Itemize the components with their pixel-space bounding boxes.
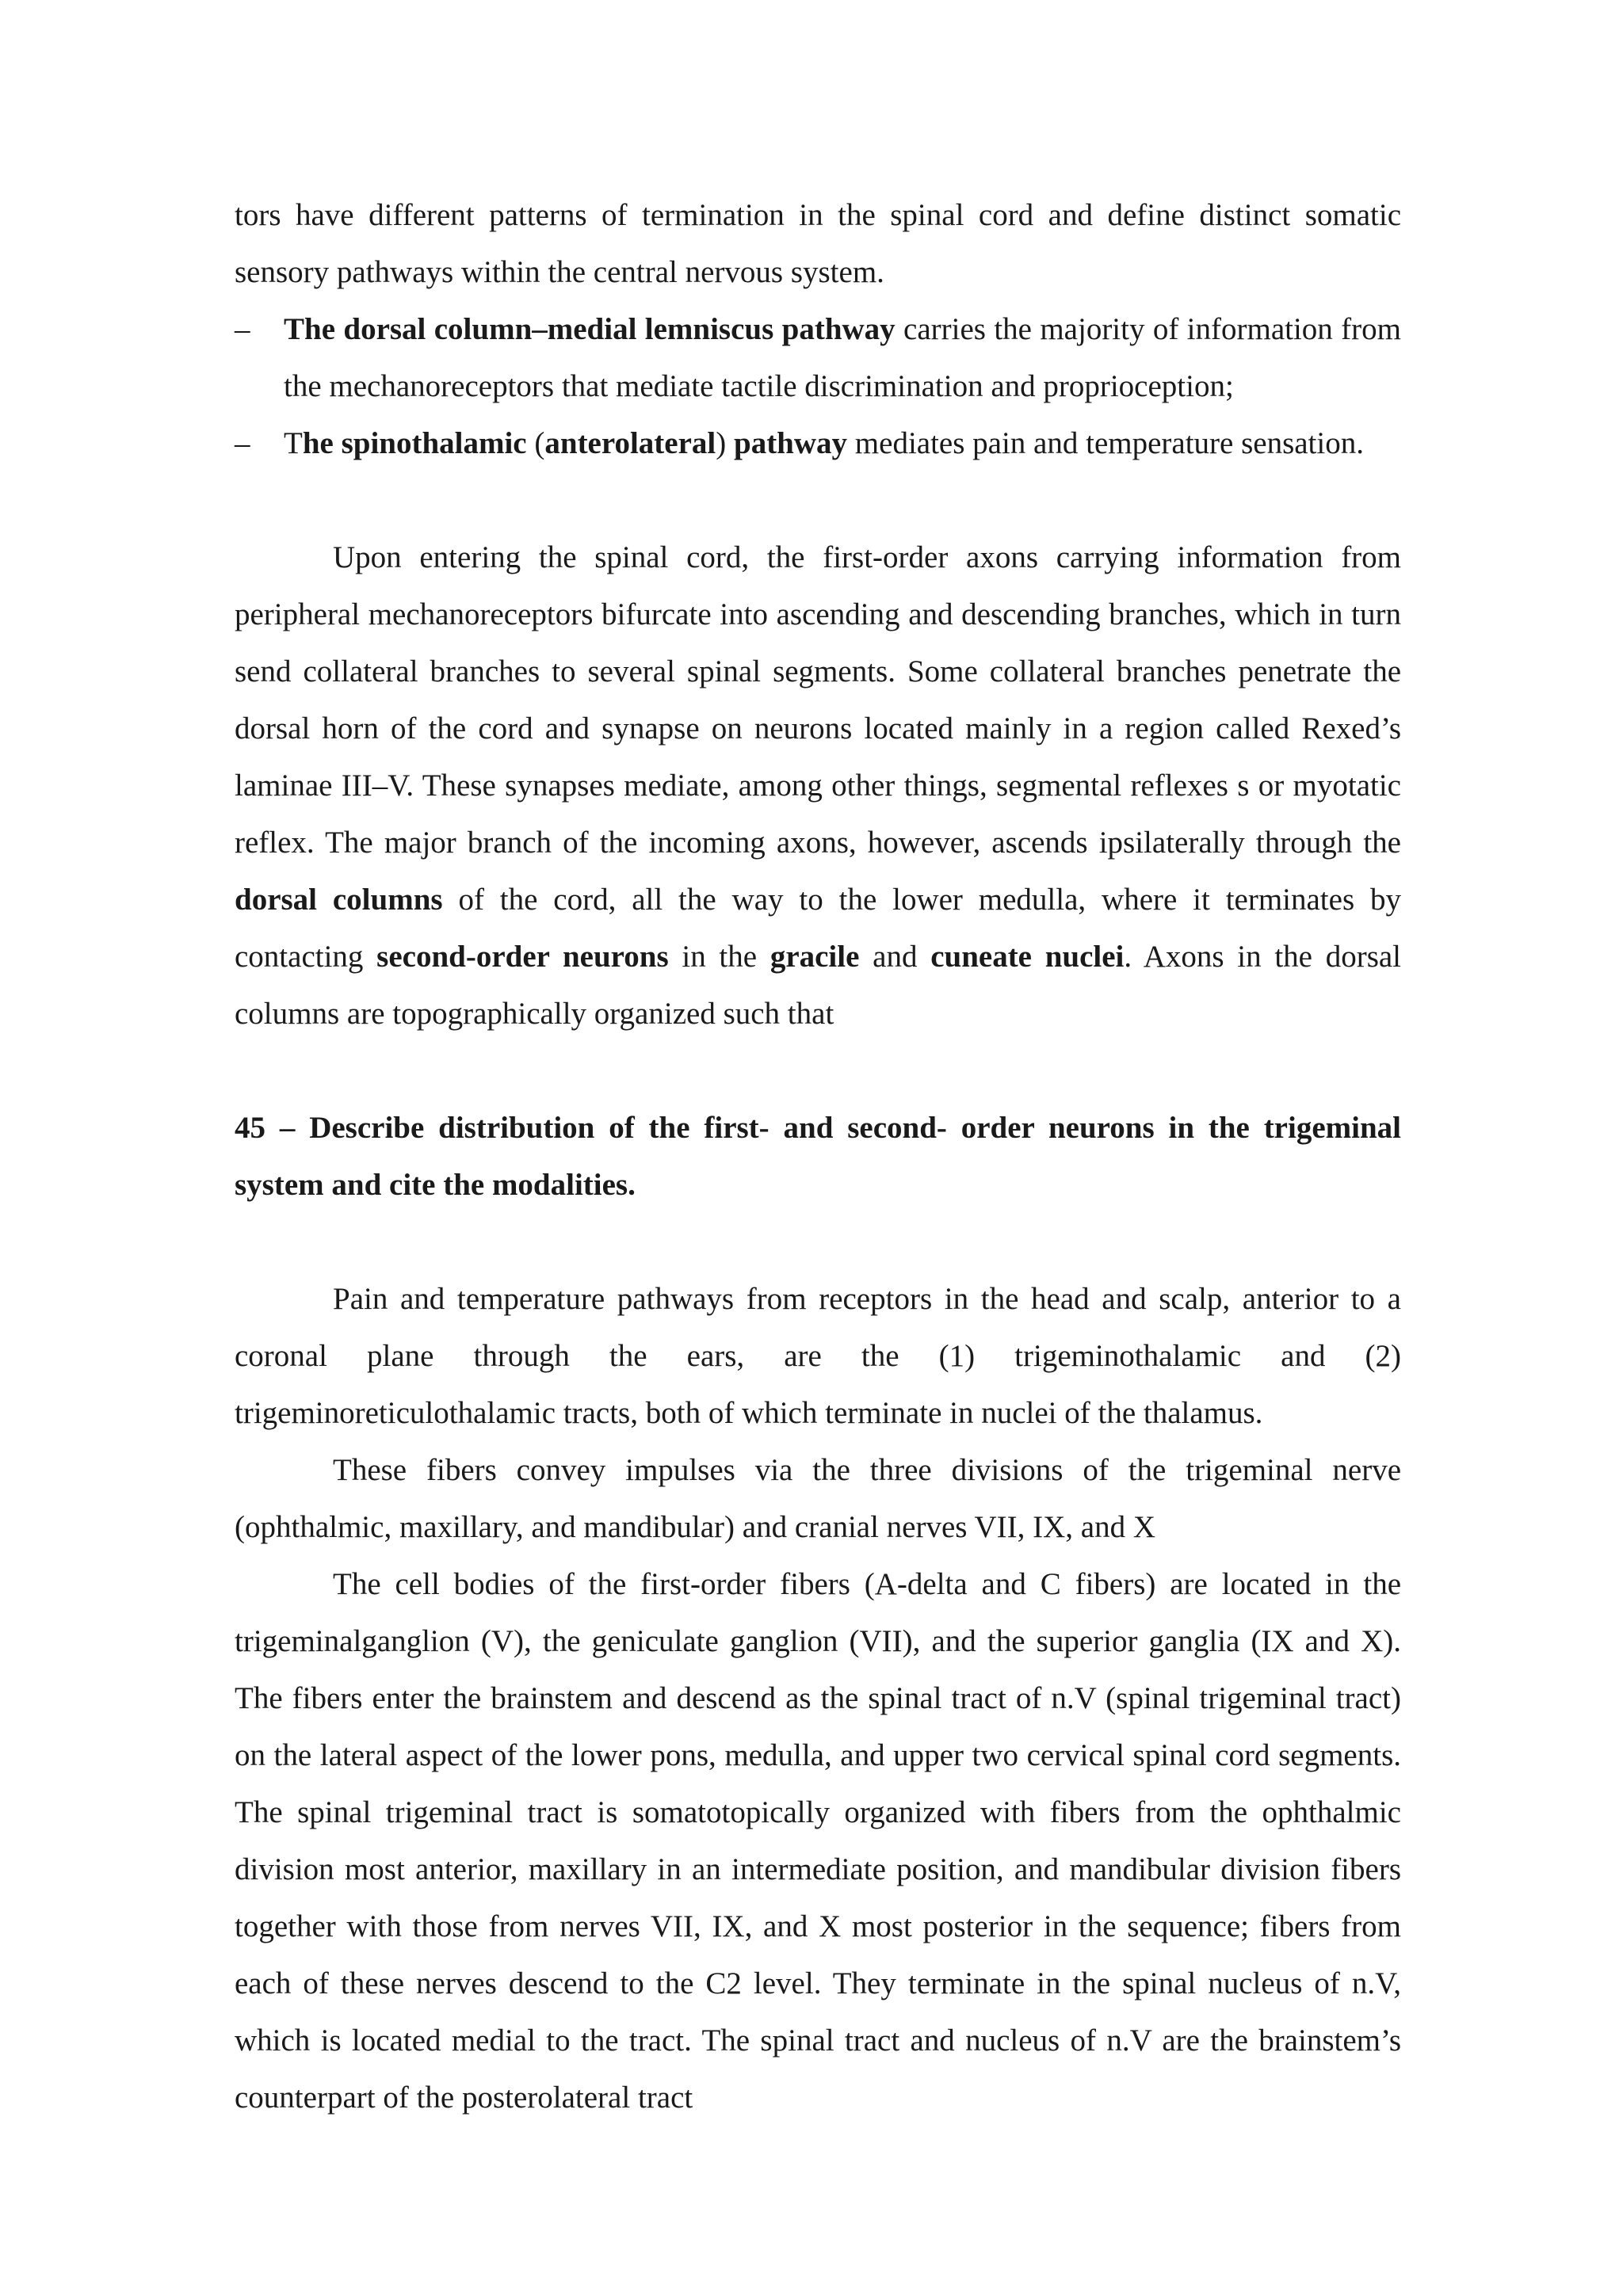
list-item xyxy=(235,415,1401,472)
text-run: . Axons in the dorsal columns are topographically organized such that xyxy=(235,940,1402,1031)
bold-term: gracile xyxy=(769,940,860,974)
text-run: and xyxy=(859,940,931,974)
intro-paragraph: tors have different patterns of termination in the spinal cord and define distinct somatic sensory pathways within the central nervous system. xyxy=(235,198,1401,289)
question-heading: 45 – Describe distribution of the first- and second- order neurons in the trigeminal system and cite the modalities. xyxy=(235,1111,1401,1202)
list-text: T xyxy=(284,426,303,460)
list-text: mediates pain and temperature sensation. xyxy=(847,426,1364,460)
list-item xyxy=(235,301,1401,415)
list-text: ) xyxy=(716,426,734,460)
answer-paragraph-3: The cell bodies of the first-order fibers (A-delta and C fibers) are located in the trigeminalganglion (V), the geniculate ganglion (VII), and the superior ganglia (IX and X). The fibers enter the brainstem and descend as the spinal tract of n.V (spinal trigeminal tract) on the lateral aspect of the lower pons, medulla, and upper two cervical spinal cord segments. The spinal trigeminal tract is somatotopically organized with fibers from the ophthalmic division most anterior, maxillary in an intermediate position, and mandibular division fibers together with those from nerves VII, IX, and X most posterior in the sequence; fibers from each of these nerves descend to the C2 level. They terminate in the spinal nucleus of n.V, which is located medial to the tract. The spinal tract and nucleus of n.V are the brainstem’s counterpart of the posterolateral tract xyxy=(235,1567,1401,2115)
bold-term: dorsal columns xyxy=(235,883,443,917)
bold-term: cuneate nuclei xyxy=(930,940,1125,974)
text-run: of the cord, all the way to the lower medulla, where it terminates by contacting xyxy=(235,883,1401,974)
bold-term: anterolateral xyxy=(544,426,716,460)
answer-paragraph-1: Pain and temperature pathways from receptors in the head and scalp, anterior to a coronal plane through the ears, are the (1) trigeminothalamic and (2) trigeminoreticulothalamic tracts, both of which terminate in nuclei of the thalamus. xyxy=(235,1282,1401,1430)
bold-term: pathway xyxy=(734,426,848,460)
list-text: ( xyxy=(526,426,545,460)
text-run: in the xyxy=(668,940,770,974)
bold-term: The dorsal column–medial lemniscus pathway xyxy=(284,312,896,346)
bold-term: he spinothalamic xyxy=(302,426,527,460)
list-dash: – xyxy=(235,426,250,460)
bold-term: second-order neurons xyxy=(376,940,669,974)
spinal-cord-paragraph xyxy=(235,529,1401,1043)
text-run: Upon entering the spinal cord, the first-order axons carrying information from peripheral mechanoreceptors bifurcate into ascending and descending branches, which in turn send collateral branches to several spinal segments. Some collateral branches penetrate the dorsal horn of the cord and synapse on neurons located mainly in a region called Rexed’s laminae III–V. These synapses mediate, among other things, segmental reflexes s or myotatic reflex. The major branch of the incoming axons, however, ascends ipsilaterally through the xyxy=(235,540,1401,860)
answer-paragraph-2: These fibers convey impulses via the three divisions of the trigeminal nerve (ophthalmic, maxillary, and mandibular) and cranial nerves VII, IX, and X xyxy=(235,1453,1401,1544)
list-text: carries the majority of information from the mechanoreceptors that mediate tactile discrimination and proprioception; xyxy=(284,312,1401,403)
list-dash: – xyxy=(235,312,250,346)
pathway-list xyxy=(235,301,1401,472)
